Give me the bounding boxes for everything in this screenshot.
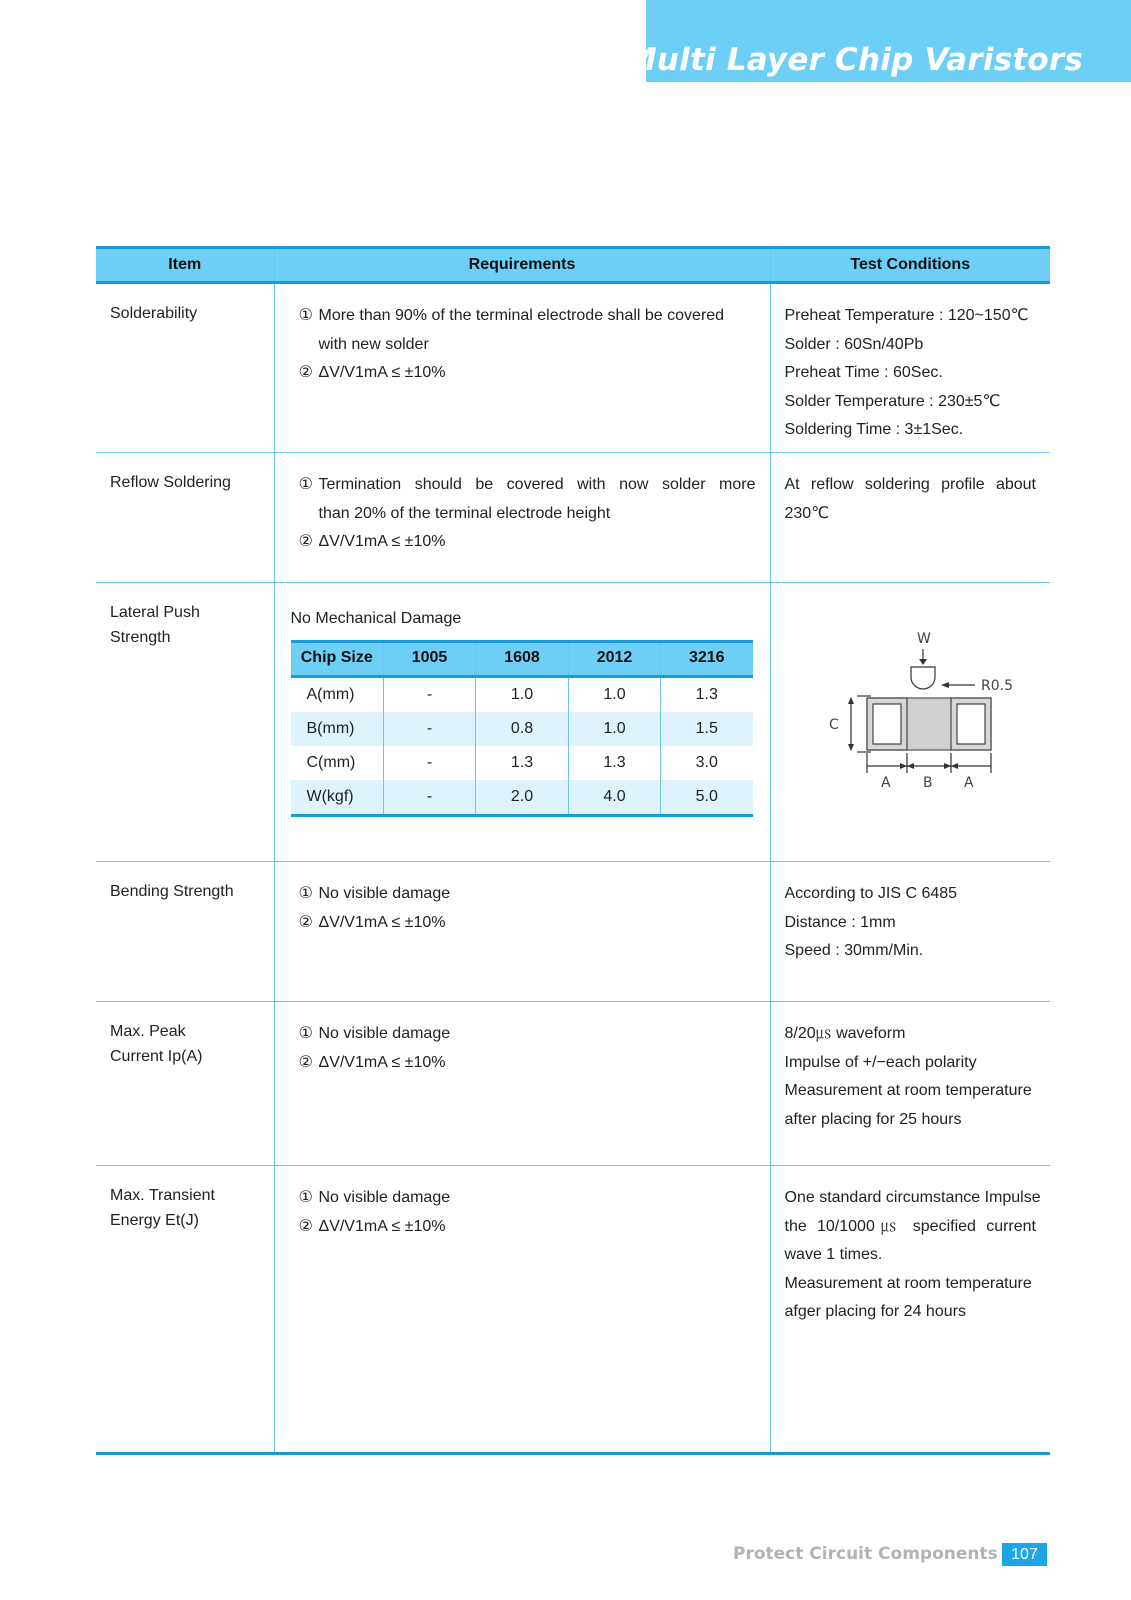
header-banner [625, 0, 1131, 82]
chip-header: 3216 [661, 641, 753, 676]
header-requirements: Requirements [274, 248, 770, 283]
requirement-line: ② ΔV/V1mA ≤ ±10% [298, 1217, 446, 1235]
chip-table-row: C(mm) - 1.3 1.3 3.0 [291, 746, 753, 780]
item-label: Max. Peak [110, 1023, 186, 1040]
requirements-cell [274, 283, 770, 453]
row-bending-strength [96, 862, 1050, 1002]
item-cell [96, 1002, 274, 1166]
condition-line: the 10/1000㎲ specified current [784, 1217, 1036, 1235]
conditions-cell [770, 1002, 1050, 1166]
row-lateral-push-strength [96, 583, 1050, 862]
item-label: Reflow Soldering [110, 474, 231, 491]
left-terminal-window [873, 704, 901, 744]
requirement-line: ② ΔV/V1mA ≤ ±10% [298, 913, 446, 931]
label-r: R0.5 [980, 678, 1013, 694]
requirement-line: ② ΔV/V1mA ≤ ±10% [298, 1053, 446, 1071]
item-cell [96, 283, 274, 453]
item-label: Max. Transient [110, 1187, 215, 1204]
item-cell [96, 862, 274, 1002]
row-reflow-soldering [96, 453, 1050, 583]
requirement-line: ① Termination should be covered with now solder more [298, 476, 756, 493]
page-number: 107 [1002, 1543, 1047, 1566]
requirement-line: ② ΔV/V1mA ≤ ±10% [298, 364, 446, 381]
condition-line: One standard circumstance Impulse [784, 1189, 1041, 1206]
conditions-cell [770, 1166, 1050, 1454]
diagram-cell [770, 583, 1050, 862]
requirement-line: ① No visible damage [298, 1189, 451, 1206]
condition-line: Measurement at room temperature [784, 1082, 1032, 1099]
lateral-push-diagram [771, 583, 1051, 862]
condition-line: 8/20㎲ waveform [784, 1025, 906, 1042]
label-b: B [922, 775, 933, 791]
condition-line: after placing for 25 hours [784, 1110, 962, 1128]
condition-line: wave 1 times. [784, 1246, 883, 1263]
condition-line: Measurement at room temperature [784, 1274, 1032, 1292]
condition-line: Preheat Time : 60Sec. [784, 364, 943, 381]
condition-line: Solder : 60Sn/40Pb [784, 335, 924, 353]
chip-size-table [291, 640, 753, 817]
condition-line: Solder Temperature : 230±5℃ [784, 392, 1001, 410]
push-tool-icon [911, 667, 935, 689]
condition-line: According to JIS C 6485 [784, 885, 958, 902]
condition-line: Preheat Temperature : 120~150℃ [784, 307, 1029, 324]
item-cell [96, 1166, 274, 1454]
chip-table-row: W(kgf) - 2.0 4.0 5.0 [291, 780, 753, 816]
footer-text: Protect Circuit Components [733, 1544, 998, 1564]
header-item: Item [96, 248, 274, 283]
requirement-line: ② ΔV/V1mA ≤ ±10% [298, 533, 446, 550]
requirement-line: ① More than 90% of the terminal electrode shall be covered [298, 307, 725, 324]
condition-line: At reflow soldering profile about [784, 476, 1036, 493]
label-c: C [828, 717, 839, 733]
chip-header: Chip Size [291, 641, 384, 676]
right-terminal-window [957, 704, 985, 744]
chip-header: 1005 [384, 641, 476, 676]
condition-line: Soldering Time : 3±1Sec. [784, 421, 964, 438]
item-label: Current Ip(A) [110, 1047, 203, 1065]
condition-line: Speed : 30mm/Min. [784, 942, 924, 959]
item-cell [96, 453, 274, 583]
w-arrow-head [919, 659, 927, 665]
condition-line: afger placing for 24 hours [784, 1303, 966, 1320]
requirements-cell [274, 862, 770, 1002]
chip-table-row: A(mm) - 1.0 1.0 1.3 [291, 676, 753, 712]
page-title: Multi Layer Chip Varistors [625, 42, 1083, 78]
label-a: A [963, 775, 974, 791]
r-leader-head [941, 682, 949, 688]
condition-line: 230℃ [784, 504, 830, 522]
chip-header: 1608 [476, 641, 569, 676]
item-label: Lateral Push Strength [110, 604, 200, 646]
requirements-cell [274, 583, 770, 862]
conditions-cell [770, 862, 1050, 1002]
condition-line: Distance : 1mm [784, 913, 896, 931]
row-max-transient-energy [96, 1166, 1050, 1454]
item-cell [96, 583, 274, 862]
requirement-line: ① No visible damage [298, 1025, 451, 1042]
label-w: W [916, 631, 931, 647]
requirement-continuation: with new solder [318, 335, 429, 353]
requirements-cell [274, 453, 770, 583]
conditions-cell [770, 283, 1050, 453]
requirements-cell [274, 1166, 770, 1454]
conditions-cell [770, 453, 1050, 583]
chip-table-row: B(mm) - 0.8 1.0 1.5 [291, 712, 753, 746]
chip-header: 2012 [569, 641, 661, 676]
requirement-line: ① No visible damage [298, 885, 451, 902]
item-label: Bending Strength [110, 883, 234, 900]
item-label: Energy Et(J) [110, 1211, 199, 1229]
spec-table-header [96, 248, 1050, 283]
row-solderability [96, 283, 1050, 453]
condition-line: Impulse of +/−each polarity [784, 1053, 977, 1071]
requirements-cell [274, 1002, 770, 1166]
requirement-continuation: than 20% of the terminal electrode height [318, 504, 611, 522]
item-label: Solderability [110, 305, 198, 322]
chip-table-header [291, 641, 753, 676]
header-conditions: Test Conditions [770, 248, 1050, 283]
label-a: A [880, 775, 891, 791]
spec-table [96, 246, 1050, 1455]
no-mechanical-damage-label: No Mechanical Damage [290, 610, 462, 627]
row-max-peak-current [96, 1002, 1050, 1166]
